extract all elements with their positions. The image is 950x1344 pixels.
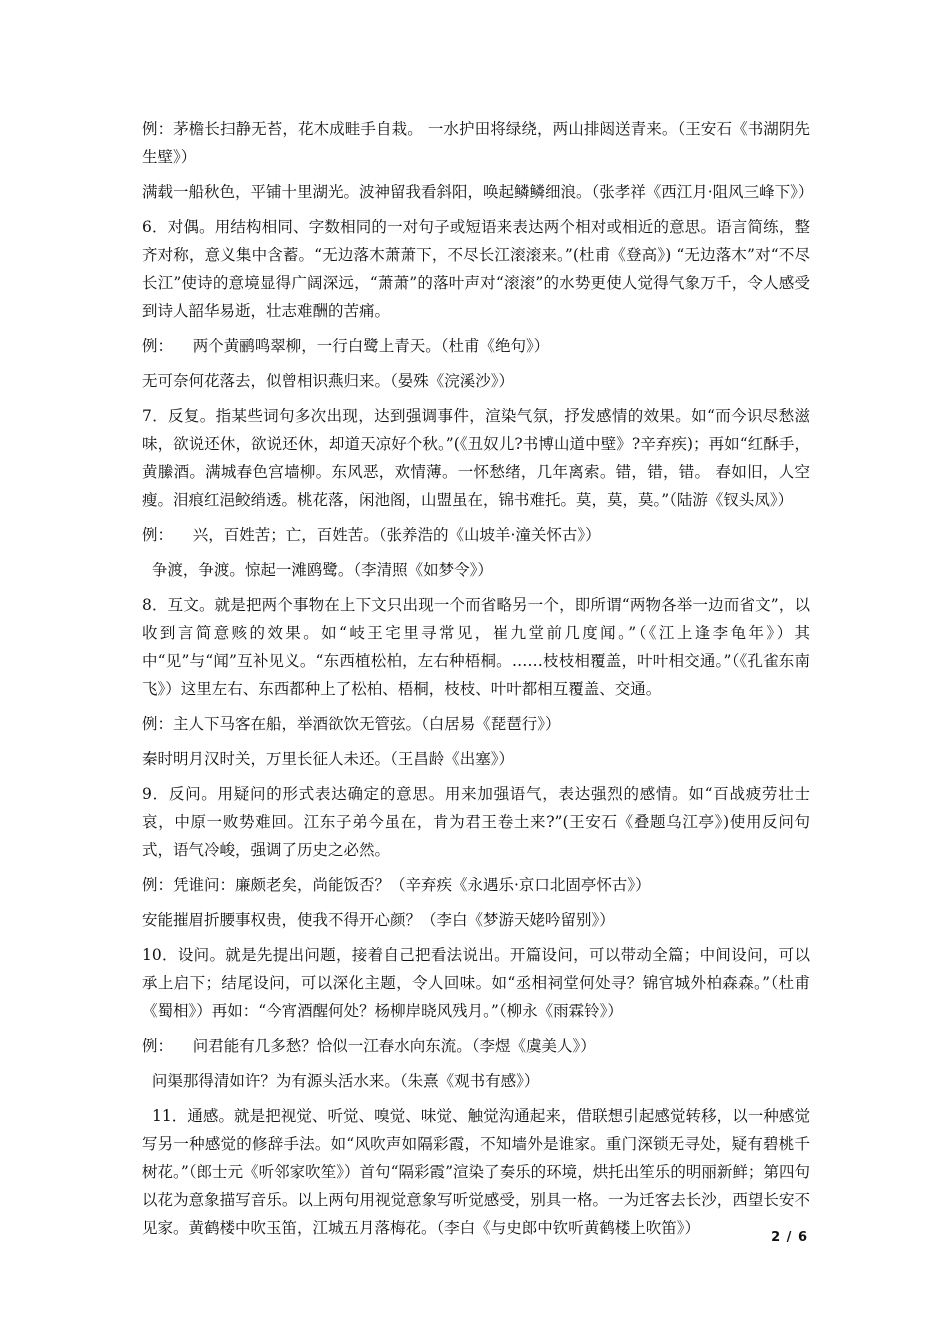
paragraph: 例：凭谁问：廉颇老矣，尚能饭否？（辛弃疾《永遇乐·京口北固亭怀古》） [142,876,651,894]
paragraph: 例：茅檐长扫静无苔，花木成畦手自栽。 一水护田将绿绕，两山排闼送青来。（王安石《书湖阴先生壁》） [142,120,810,166]
paragraph: 无可奈何花落去，似曾相识燕归来。（晏殊《浣溪沙》） [142,372,515,390]
paragraph: 满载一船秋色，平铺十里湖光。波神留我看斜阳，唤起鳞鳞细浪。（张孝祥《西江月·阻风三峰下》） [142,183,814,201]
paragraph: 9．反问。用疑问的形式表达确定的意思。用来加强语气，表达强烈的感情。如“百战疲劳壮士哀，中原一败势难回。江东子弟今虽在，肯为君王卷土来?”(王安石《叠题乌江亭》)使用反问句式，语气冷峻，强调了历史之必然。 [142,785,810,859]
paragraph: 例： 两个黄鹂鸣翠柳，一行白鹭上青天。（杜甫《绝句》） [142,337,550,355]
paragraph: 7．反复。指某些词句多次出现，达到强调事件，渲染气氛，抒发感情的效果。如“而今识尽愁滋味，欲说还休，欲说还休，却道天凉好个秋。”(《丑奴儿?书博山道中壁》?辛弃疾)；再如“红酥手，黄縢酒。满城春色宫墙柳。东风恶，欢情薄。一怀愁绪，几年离索。错，错，错。 春如旧，人空瘦。泪痕红浥鲛绡透。桃花落，闲池阁，山盟虽在，锦书难托。莫，莫，莫。”（陆游《钗头凤》） [142,407,810,509]
paragraph: 安能摧眉折腰事权贵，使我不得开心颜？（李白《梦游天姥吟留别》） [142,911,615,929]
paragraph: 例： 兴，百姓苦；亡，百姓苦。（张养浩的《山坡羊·潼关怀古》） [142,526,601,544]
page-number: 2 / 6 [771,1230,808,1245]
paragraph: 争渡，争渡。惊起一滩鸥鹭。（李清照《如梦令》） [142,561,493,579]
paragraph: 秦时明月汉时关，万里长征人未还。（王昌龄《出塞》） [142,750,515,768]
paragraph: 11．通感。就是把视觉、听觉、嗅觉、味觉、触觉沟通起来，借联想引起感觉转移，以一种感觉写另一种感觉的修辞手法。如“风吹声如隔彩霞，不知墙外是谁家。重门深锁无寻处，疑有碧桃千树花。”（郎士元《听邻家吹笙》）首句“隔彩霞”渲染了奏乐的环境，烘托出笙乐的明丽新鲜；第四句以花为意象描写音乐。以上两句用视觉意象写听觉感受，别具一格。一为迁客去长沙，西望长安不见家。黄鹤楼中吹玉笛，江城五月落梅花。（李白《与史郎中钦听黄鹤楼上吹笛》） [142,1107,810,1237]
paragraph: 8．互文。就是把两个事物在上下文只出现一个而省略另一个，即所谓“两物各举一边而省文”，以收到言简意赅的效果。如“岐王宅里寻常见，崔九堂前几度闻。”（《江上逢李龟年》）其中“见”与“闻”互补见义。“东西植松柏，左右种梧桐。……枝枝相覆盖，叶叶相交通。”（《孔雀东南飞》）这里左右、东西都种上了松柏、梧桐，枝枝、叶叶都相互覆盖、交通。 [142,596,810,698]
paragraph: 问渠那得清如许？为有源头活水来。（朱熹《观书有感》） [142,1072,540,1090]
paragraph: 10．设问。就是先提出问题，接着自己把看法说出。开篇设问，可以带动全篇；中间设问，可以承上启下；结尾设问，可以深化主题，令人回味。如“丞相祠堂何处寻？锦官城外柏森森。”（杜甫《蜀相》）再如：“今宵酒醒何处？杨柳岸晓风残月。”（柳永《雨霖铃》） [142,946,810,1020]
paragraph: 例：主人下马客在船，举酒欲饮无管弦。（白居易《琵琶行》） [142,715,561,733]
paragraph: 例： 问君能有几多愁？恰似一江春水向东流。（李煜《虞美人》） [142,1037,596,1055]
paragraph: 6．对偶。用结构相同、字数相同的一对句子或短语来表达两个相对或相近的意思。语言简练，整齐对称，意义集中含蓄。“无边落木萧萧下，不尽长江滚滚来。”(杜甫《登高》) “无边落木”对“不尽长江”使诗的意境显得广阔深远，“萧萧”的落叶声对“滚滚”的水势更使人觉得气象万千，令人感受到诗人韶华易逝，壮志难酬的苦痛。 [142,218,810,320]
document-body [142,115,814,1249]
